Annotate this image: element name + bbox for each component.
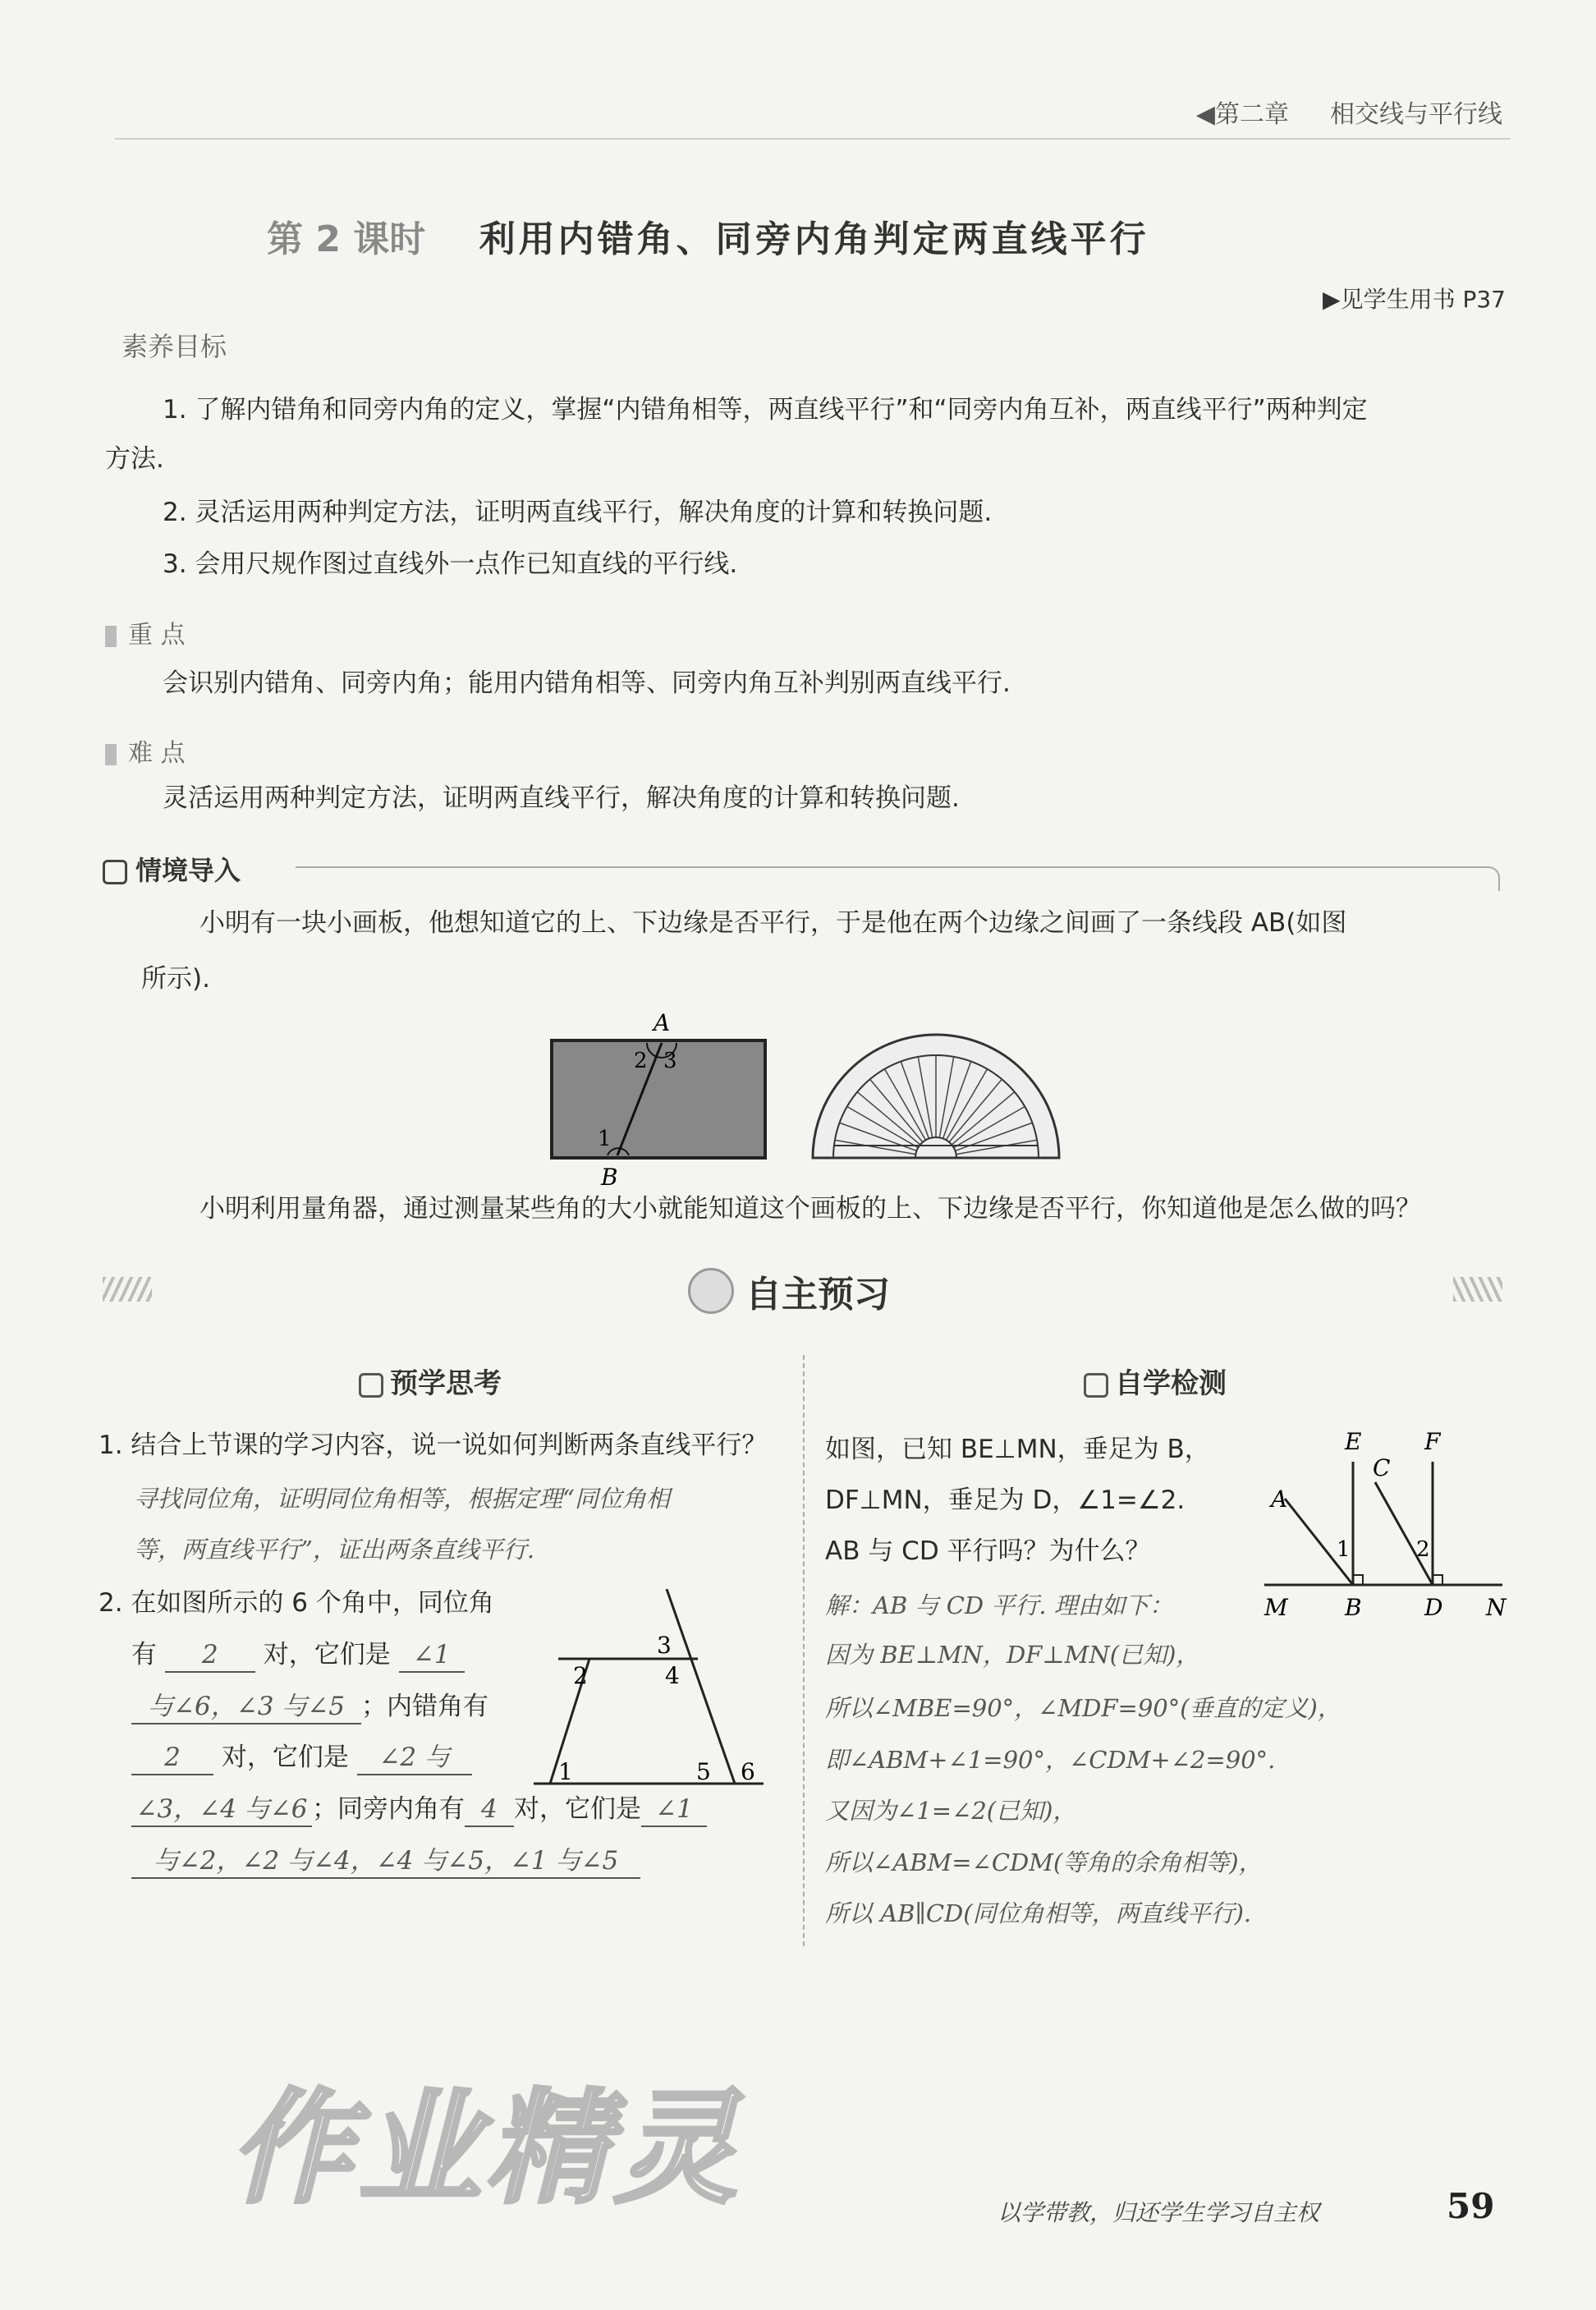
right-s5: 又因为∠1=∠2(已知)，: [825, 1797, 1077, 1825]
lesson-topic: 利用内错角、同旁内角判定两直线平行: [479, 218, 1149, 260]
left-a1-line1: 寻找同位角，证明同位角相等，根据定理“同位角相: [134, 1485, 670, 1513]
section-banner: [688, 1265, 890, 1317]
answer-corresponding-count: 2: [165, 1638, 255, 1673]
fig-angle-2: 2: [573, 1662, 588, 1689]
fig-angle-1: 1: [558, 1758, 573, 1785]
left-q2-line2: 有 2 对，它们是 ∠1: [131, 1628, 465, 1681]
answer-corresponding-1: ∠1: [399, 1638, 465, 1673]
intro-rule: [296, 866, 1500, 891]
answer-alternate-count: 2: [131, 1741, 213, 1775]
label-d: D: [1424, 1594, 1443, 1621]
answer-co-interior-1: ∠1: [641, 1793, 707, 1827]
left-q2-line5: ∠3，∠4 与∠6 ；同旁内角有 4 对，它们是 ∠1: [131, 1783, 707, 1835]
goals-heading: 素养目标: [122, 331, 227, 362]
chapter-number: ◀第二章: [1195, 100, 1289, 129]
left-q2-line6: [131, 1835, 640, 1887]
point-a-label: A: [654, 1009, 671, 1036]
label-a: A: [1271, 1486, 1288, 1513]
right-q1: 如图，已知 BE⊥MN，垂足为 B，: [825, 1435, 1210, 1464]
label-n: N: [1486, 1594, 1507, 1621]
label-angle-2: 2: [1416, 1537, 1430, 1562]
fig-angle-6: 6: [741, 1758, 755, 1785]
section-title: 自主预习: [745, 1274, 890, 1316]
section-right-deco: [1453, 1277, 1502, 1302]
left-a1-line2: 等，两直线平行”，证出两条直线平行.: [134, 1536, 535, 1564]
answer-co-interior-count: 4: [465, 1793, 514, 1827]
key-point-text: 会识别内错角、同旁内角；能用内错角相等、同旁内角互补判别两直线平行.: [163, 668, 1011, 698]
key-point-icon: [105, 626, 117, 647]
label-c: C: [1373, 1454, 1391, 1481]
left-q1: 1. 结合上节课的学习内容，说一说如何判断两条直线平行？: [99, 1431, 768, 1460]
intro-heading: 情境导入: [103, 850, 241, 888]
fig-angle-5: 5: [696, 1758, 711, 1785]
label-f: F: [1424, 1428, 1441, 1455]
difficulty-heading: 难 点: [105, 732, 186, 769]
watermark: 作业精灵: [230, 2078, 743, 2220]
answer-alternate-2: ∠3，∠4 与∠6: [131, 1793, 312, 1827]
right-angle-d: [1433, 1575, 1442, 1585]
perpendicular-figure: [1256, 1425, 1519, 1622]
intro-question: 小明利用量角器，通过测量某些角的大小就能知道这个画板的上、下边缘是否平行，你知道他是怎么做的吗？: [200, 1194, 1421, 1224]
label-b: B: [1345, 1594, 1362, 1621]
right-s2: 因为 BE⊥MN，DF⊥MN(已知)，: [825, 1641, 1200, 1669]
left-heading: 预学思考: [359, 1361, 502, 1401]
protractor-figure: [809, 1031, 1071, 1162]
checklist-icon: [1084, 1373, 1108, 1398]
right-angle-b: [1353, 1575, 1363, 1585]
left-q2: 2. 在如图所示的 6 个角中，同位角: [99, 1588, 494, 1618]
book-reference: ▶见学生用书 P37: [1323, 286, 1506, 313]
intro-text-2: 所示).: [141, 964, 210, 994]
left-q2-line4: 2 对，它们是 ∠2 与: [131, 1731, 472, 1784]
answer-alternate-1: ∠2 与: [357, 1741, 472, 1775]
label-angle-1: 1: [1337, 1537, 1351, 1562]
right-q2: DF⊥MN，垂足为 D，∠1=∠2.: [825, 1486, 1186, 1515]
footer-slogan: 以学带教，归还学生学习自主权: [998, 2199, 1320, 2226]
goal-item-2: 2. 灵活运用两种判定方法，证明两直线平行，解决角度的计算和转换问题.: [163, 498, 993, 527]
trapezoid-figure: [534, 1589, 768, 1803]
right-heading: 自学检测: [1084, 1361, 1227, 1401]
fig-angle-3: 3: [657, 1632, 672, 1659]
right-s7: 所以 AB∥CD(同位角相等，两直线平行).: [825, 1899, 1252, 1927]
goal-item-1: 1. 了解内错角和同旁内角的定义，掌握“内错角相等，两直线平行”和“同旁内角互补，两直线平行”两种判定: [163, 395, 1368, 425]
right-s3: 所以∠MBE=90°，∠MDF=90°(垂直的定义)，: [825, 1694, 1341, 1722]
line-cd: [1375, 1482, 1433, 1585]
difficulty-icon: [105, 744, 117, 765]
angle-2-label: 2: [634, 1049, 648, 1073]
label-m: M: [1264, 1594, 1288, 1621]
fig-angle-4: 4: [665, 1662, 680, 1689]
left-q2-line3: 与∠6，∠3 与∠5 ；内错角有: [131, 1680, 488, 1733]
right-s1: 解：AB 与 CD 平行. 理由如下：: [825, 1591, 1173, 1619]
angle-3-label: 3: [663, 1049, 677, 1073]
section-left-deco: [103, 1277, 152, 1302]
drawing-board-figure: [542, 1006, 788, 1191]
right-s6: 所以∠ABM=∠CDM(等角的余角相等)，: [825, 1848, 1263, 1876]
book-icon: [359, 1373, 383, 1398]
answer-corresponding-2: 与∠6，∠3 与∠5: [131, 1690, 361, 1724]
goal-item-1-cont: 方法.: [105, 444, 164, 474]
label-e: E: [1345, 1428, 1362, 1455]
difficulty-text: 灵活运用两种判定方法，证明两直线平行，解决角度的计算和转换问题.: [163, 783, 960, 813]
right-q3: AB 与 CD 平行吗？为什么？: [825, 1536, 1151, 1566]
chapter-title: 相交线与平行线: [1330, 100, 1502, 129]
page-number: 59: [1447, 2186, 1495, 2226]
lesson-number: 第 2 课时: [267, 218, 426, 260]
column-divider: [803, 1355, 805, 1946]
angle-1-label: 1: [598, 1127, 612, 1151]
answer-co-interior-2: 与∠2，∠2 与∠4，∠4 与∠5，∠1 与∠5: [131, 1844, 640, 1879]
goal-item-3: 3. 会用尺规作图过直线外一点作已知直线的平行线.: [163, 549, 738, 579]
intro-icon: [103, 860, 127, 884]
right-s4: 即∠ABM+∠1=90°，∠CDM+∠2=90°.: [825, 1746, 1276, 1774]
page-header: [115, 89, 1511, 140]
point-b-label: B: [601, 1164, 618, 1191]
intro-text-1: 小明有一块小画板，他想知道它的上、下边缘是否平行，于是他在两个边缘之间画了一条线段 AB(如图: [200, 908, 1347, 938]
lesson-title: [267, 209, 1149, 262]
section-icon: [688, 1268, 734, 1314]
key-point-heading: 重 点: [105, 614, 186, 650]
